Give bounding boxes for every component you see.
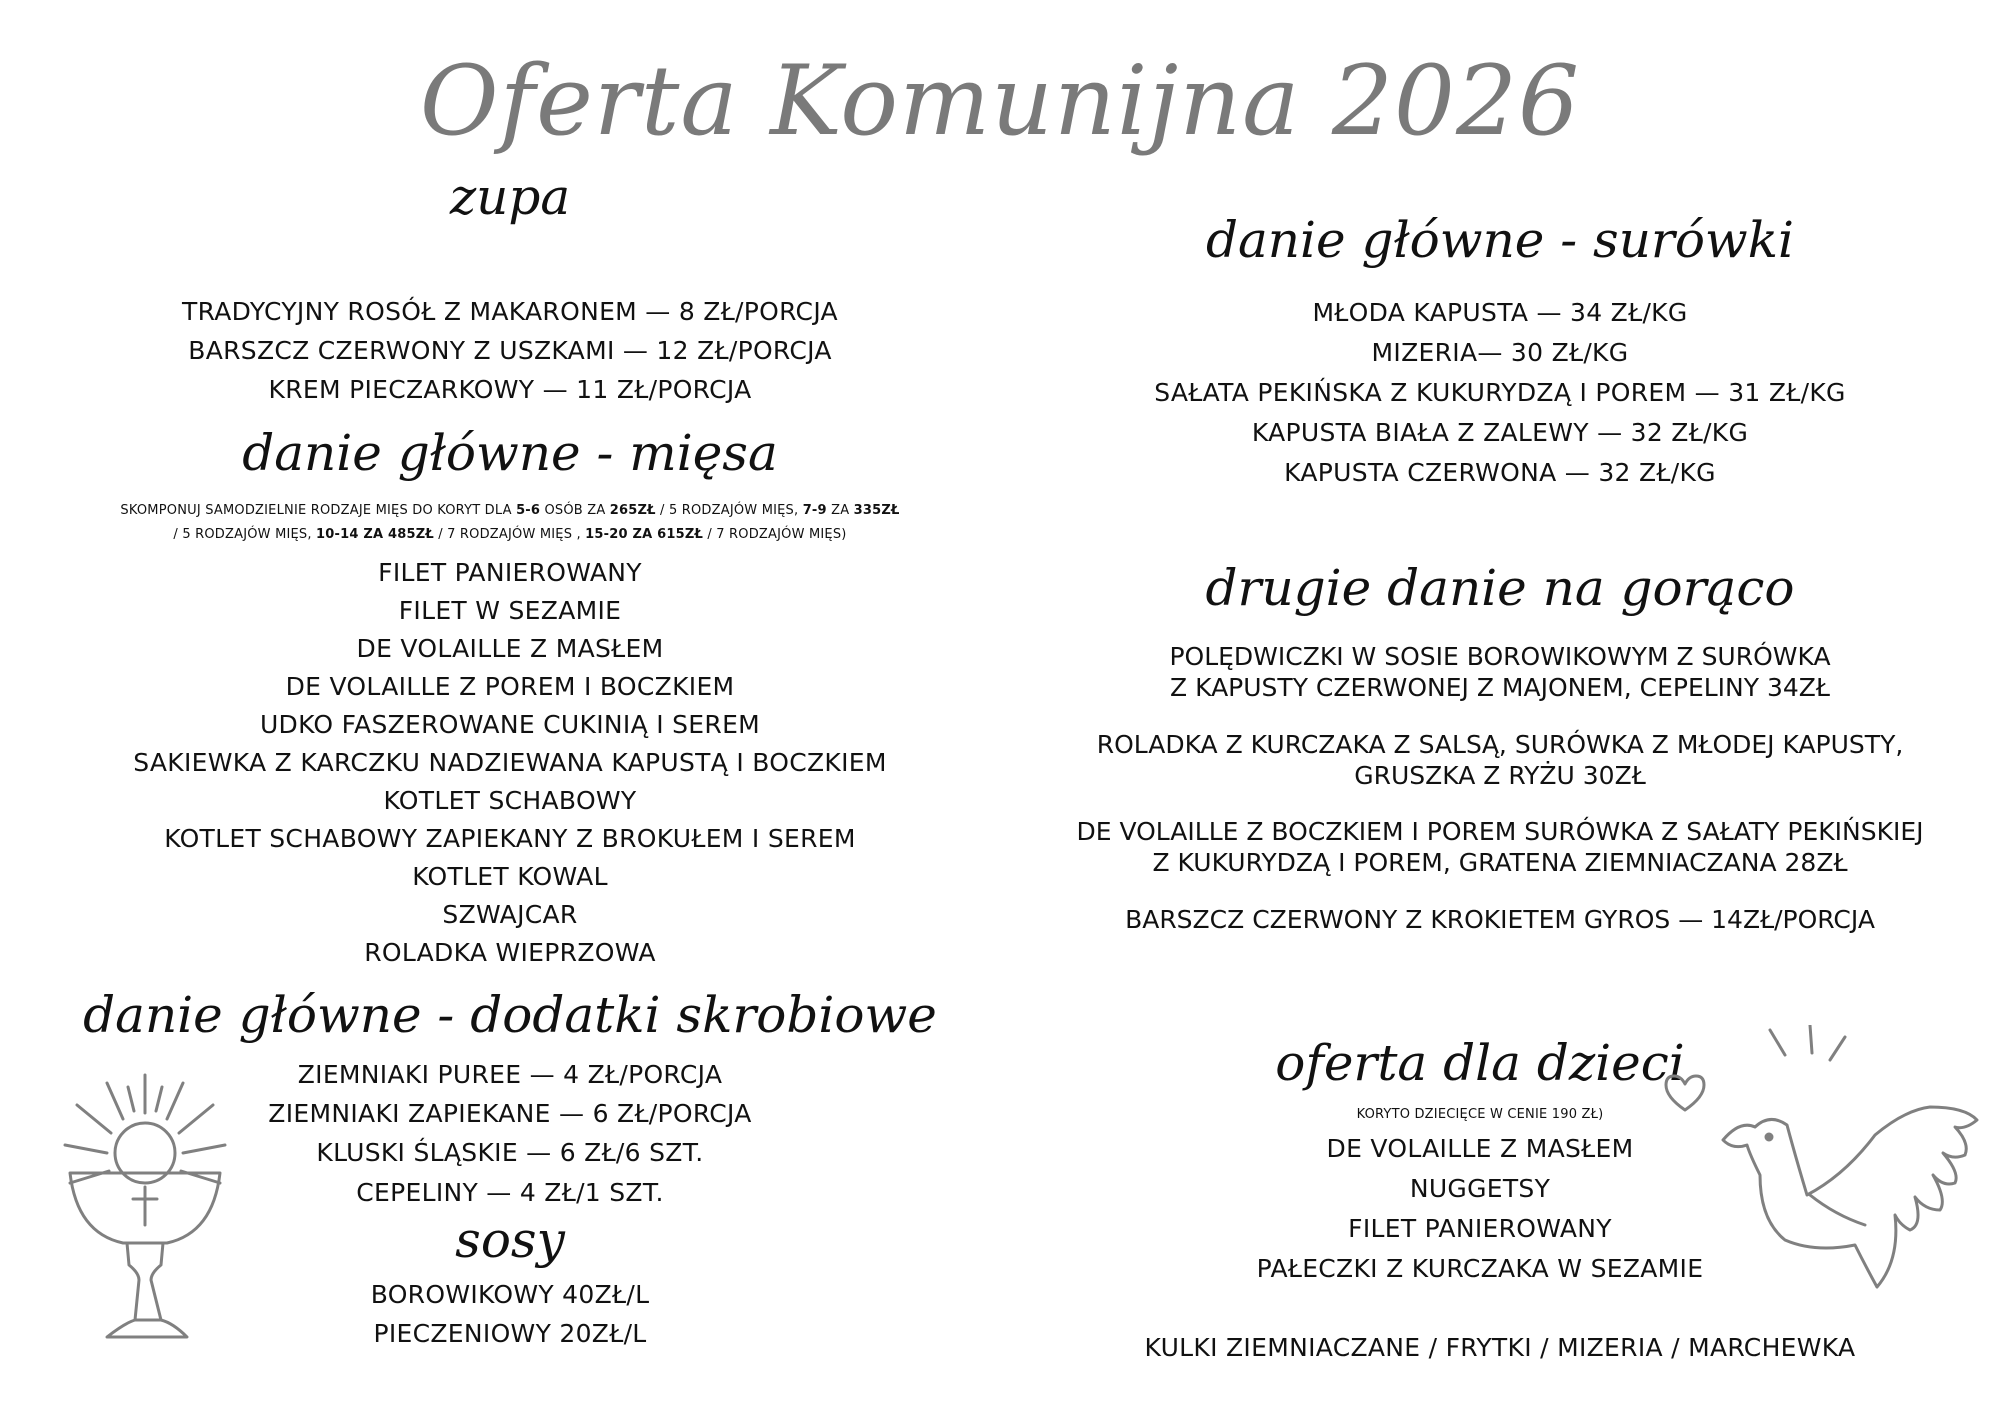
list-item: NUGGETSY <box>1409 1174 1551 1203</box>
list-item: ZIEMNIAKI ZAPIEKANE — 6 ZŁ/PORCJA <box>268 1099 752 1128</box>
list-item: POLĘDWICZKI W SOSIE BOROWIKOWYM Z SURÓWKA Z KAPUSTY CZERWONEJ Z MAJONEM, CEPELINY 34ZŁ <box>1169 642 1831 702</box>
page-title: Oferta Komunijna 2026 <box>419 45 1581 157</box>
list-item: TRADYCYJNY ROSÓŁ Z MAKARONEM — 8 ZŁ/PORCJA <box>182 297 838 326</box>
chalice-icon <box>55 1065 235 1350</box>
list-item: DE VOLAILLE Z MASŁEM <box>1326 1134 1634 1163</box>
list-item: PAŁECZKI Z KURCZAKA W SEZAMIE <box>1256 1254 1704 1283</box>
list-item: FILET PANIEROWANY <box>1348 1214 1612 1243</box>
miesa-note: SKOMPONUJ SAMODZIELNIE RODZAJE MIĘS DO KORYT DLA 5-6 OSÓB ZA 265ZŁ / 5 RODZAJÓW MIĘS, 7-9 ZA 335ZŁ <box>120 503 900 518</box>
list-item: SAŁATA PEKIŃSKA Z KUKURYDZĄ I POREM — 31 ZŁ/KG <box>1154 378 1846 407</box>
list-item: UDKO FASZEROWANE CUKINIĄ I SEREM <box>259 710 761 739</box>
list-item: ROLADKA Z KURCZAKA Z SALSĄ, SURÓWKA Z MŁODEJ KAPUSTY, GRUSZKA Z RYŻU 30ZŁ <box>1096 730 1904 790</box>
heading-surowki: danie główne - surówki <box>1205 211 1795 269</box>
list-item: FILET PANIEROWANY <box>378 558 642 587</box>
list-item: SAKIEWKA Z KARCZKU NADZIEWANA KAPUSTĄ I BOCZKIEM <box>133 748 887 777</box>
list-item: MŁODA KAPUSTA — 34 ZŁ/KG <box>1312 298 1688 327</box>
list-item: PIECZENIOWY 20ZŁ/L <box>373 1319 647 1348</box>
list-item: SZWAJCAR <box>442 900 578 929</box>
list-item: KOTLET SCHABOWY <box>383 786 637 815</box>
list-item: CEPELINY — 4 ZŁ/1 SZT. <box>356 1178 664 1207</box>
list-item: ROLADKA WIEPRZOWA <box>364 938 656 967</box>
list-item: BARSZCZ CZERWONY Z KROKIETEM GYROS — 14ZŁ/PORCJA <box>1125 905 1875 934</box>
list-item: BARSZCZ CZERWONY Z USZKAMI — 12 ZŁ/PORCJA <box>188 336 832 365</box>
list-item: KOTLET KOWAL <box>412 862 608 891</box>
miesa-note-cont: / 5 RODZAJÓW MIĘS, 10-14 ZA 485ZŁ / 7 RODZAJÓW MIĘS , 15-20 ZA 615ZŁ / 7 RODZAJÓW MIĘS) <box>173 527 847 542</box>
heart-icon <box>1662 1072 1708 1114</box>
heading-miesa: danie główne - mięsa <box>242 424 778 482</box>
list-item: DE VOLAILLE Z POREM I BOCZKIEM <box>285 672 735 701</box>
heading-dzieci: oferta dla dzieci <box>1275 1034 1685 1092</box>
heading-dodatki: danie główne - dodatki skrobiowe <box>83 986 937 1044</box>
dzieci-note: KORYTO DZIECIĘCE W CENIE 190 ZŁ) <box>1356 1107 1604 1122</box>
heading-zupa: zupa <box>449 168 571 226</box>
list-item: FILET W SEZAMIE <box>398 596 622 625</box>
list-item: DE VOLAILLE Z BOCZKIEM I POREM SURÓWKA Z SAŁATY PEKIŃSKIEJ Z KUKURYDZĄ I POREM, GRATENA ZIEMNIACZANA 28ZŁ <box>1076 817 1924 877</box>
list-item: DE VOLAILLE Z MASŁEM <box>356 634 664 663</box>
list-item: ZIEMNIAKI PUREE — 4 ZŁ/PORCJA <box>297 1060 723 1089</box>
list-item: KAPUSTA CZERWONA — 32 ZŁ/KG <box>1284 458 1716 487</box>
list-item: BOROWIKOWY 40ZŁ/L <box>370 1280 650 1309</box>
extras-line: KULKI ZIEMNIACZANE / FRYTKI / MIZERIA / MARCHEWKA <box>1144 1333 1856 1362</box>
list-item: KLUSKI ŚLĄSKIE — 6 ZŁ/6 SZT. <box>316 1138 704 1167</box>
list-item: KOTLET SCHABOWY ZAPIEKANY Z BROKUŁEM I SEREM <box>164 824 856 853</box>
list-item: KREM PIECZARKOWY — 11 ZŁ/PORCJA <box>268 375 752 404</box>
heading-sosy: sosy <box>455 1211 565 1269</box>
heading-goraco: drugie danie na gorąco <box>1205 559 1795 617</box>
list-item: MIZERIA— 30 ZŁ/KG <box>1371 338 1629 367</box>
list-item: KAPUSTA BIAŁA Z ZALEWY — 32 ZŁ/KG <box>1251 418 1749 447</box>
dove-icon <box>1715 1025 1985 1290</box>
